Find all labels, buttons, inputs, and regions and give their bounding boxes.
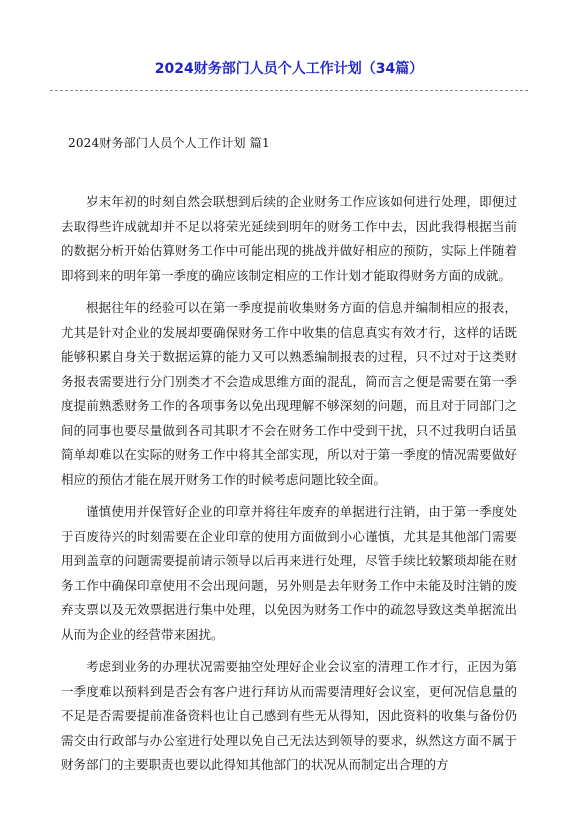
document-body bbox=[61, 190, 517, 786]
document-title: 2024财务部门人员个人工作计划（34篇） bbox=[154, 61, 424, 77]
title-divider bbox=[50, 90, 528, 91]
section-heading: 2024财务部门人员个人工作计划 篇1 bbox=[68, 136, 270, 150]
body-paragraph: 根据往年的经验可以在第一季度提前收集财务方面的信息并编制相应的报表，尤其是针对企业的发展却要确保财务工作中收集的信息真实有效才行，这样的话既能够积累自身关于数据运算的能力又可以熟悉编制报表的过程，只不过对于这类财务报表需要进行分门别类才不会造成思维方面的混乱，简而言之便是需要在第一季度提前熟悉财务工作的各项事务以免出现理解不够深刻的问题，而且对于同部门之间的同事也要尽量做到各司其职才不会在财务工作中受到干扰，只不过我明白话虽简单却难以在实际的财务工作中将其全部实现，所以对于第一季度的情况需要做好相应的预估才能在展开财务工作的时候考虑问题比较全面。 bbox=[61, 300, 517, 487]
body-paragraph: 考虑到业务的办理状况需要抽空处理好企业会议室的清理工作才行，正因为第一季度难以预料到是否会有客户进行拜访从而需要清理好会议室，更何况信息量的不足是否需要提前准备资料也让自己感到有些无从得知，因此资料的收集与备份仍需交由行政部与办公室进行处理以免自己无法达到领导的要求，纵然这方面不属于财务部门的主要职责也要以此得知其他部门的状况从而制定出合理的方 bbox=[61, 659, 517, 772]
body-paragraph: 岁末年初的时刻自然会联想到后续的企业财务工作应该如何进行处理，即便过去取得些许成就却并不足以将荣光延续到明年的财务工作中去，因此我得根据当前的数据分析开始估算财务工作中可能出现的挑战并做好相应的预防，实际上伴随着即将到来的明年第一季度的确应该制定相应的工作计划才能取得财务方面的成就。 bbox=[61, 194, 517, 283]
body-paragraph: 谨慎使用并保管好企业的印章并将往年废弃的单据进行注销，由于第一季度处于百废待兴的时刻需要在企业印章的使用方面做到小心谨慎，尤其是其他部门需要用到盖章的问题需要提前请示领导以后再来进行处理，尽管手续比较繁琐却能在财务工作中确保印章使用不会出现问题，另外则是去年财务工作中未能及时注销的废弃支票以及无效票据进行集中处理，以免因为财务工作中的疏忽导致这类单据流出从而为企业的经营带来困扰。 bbox=[61, 504, 517, 642]
